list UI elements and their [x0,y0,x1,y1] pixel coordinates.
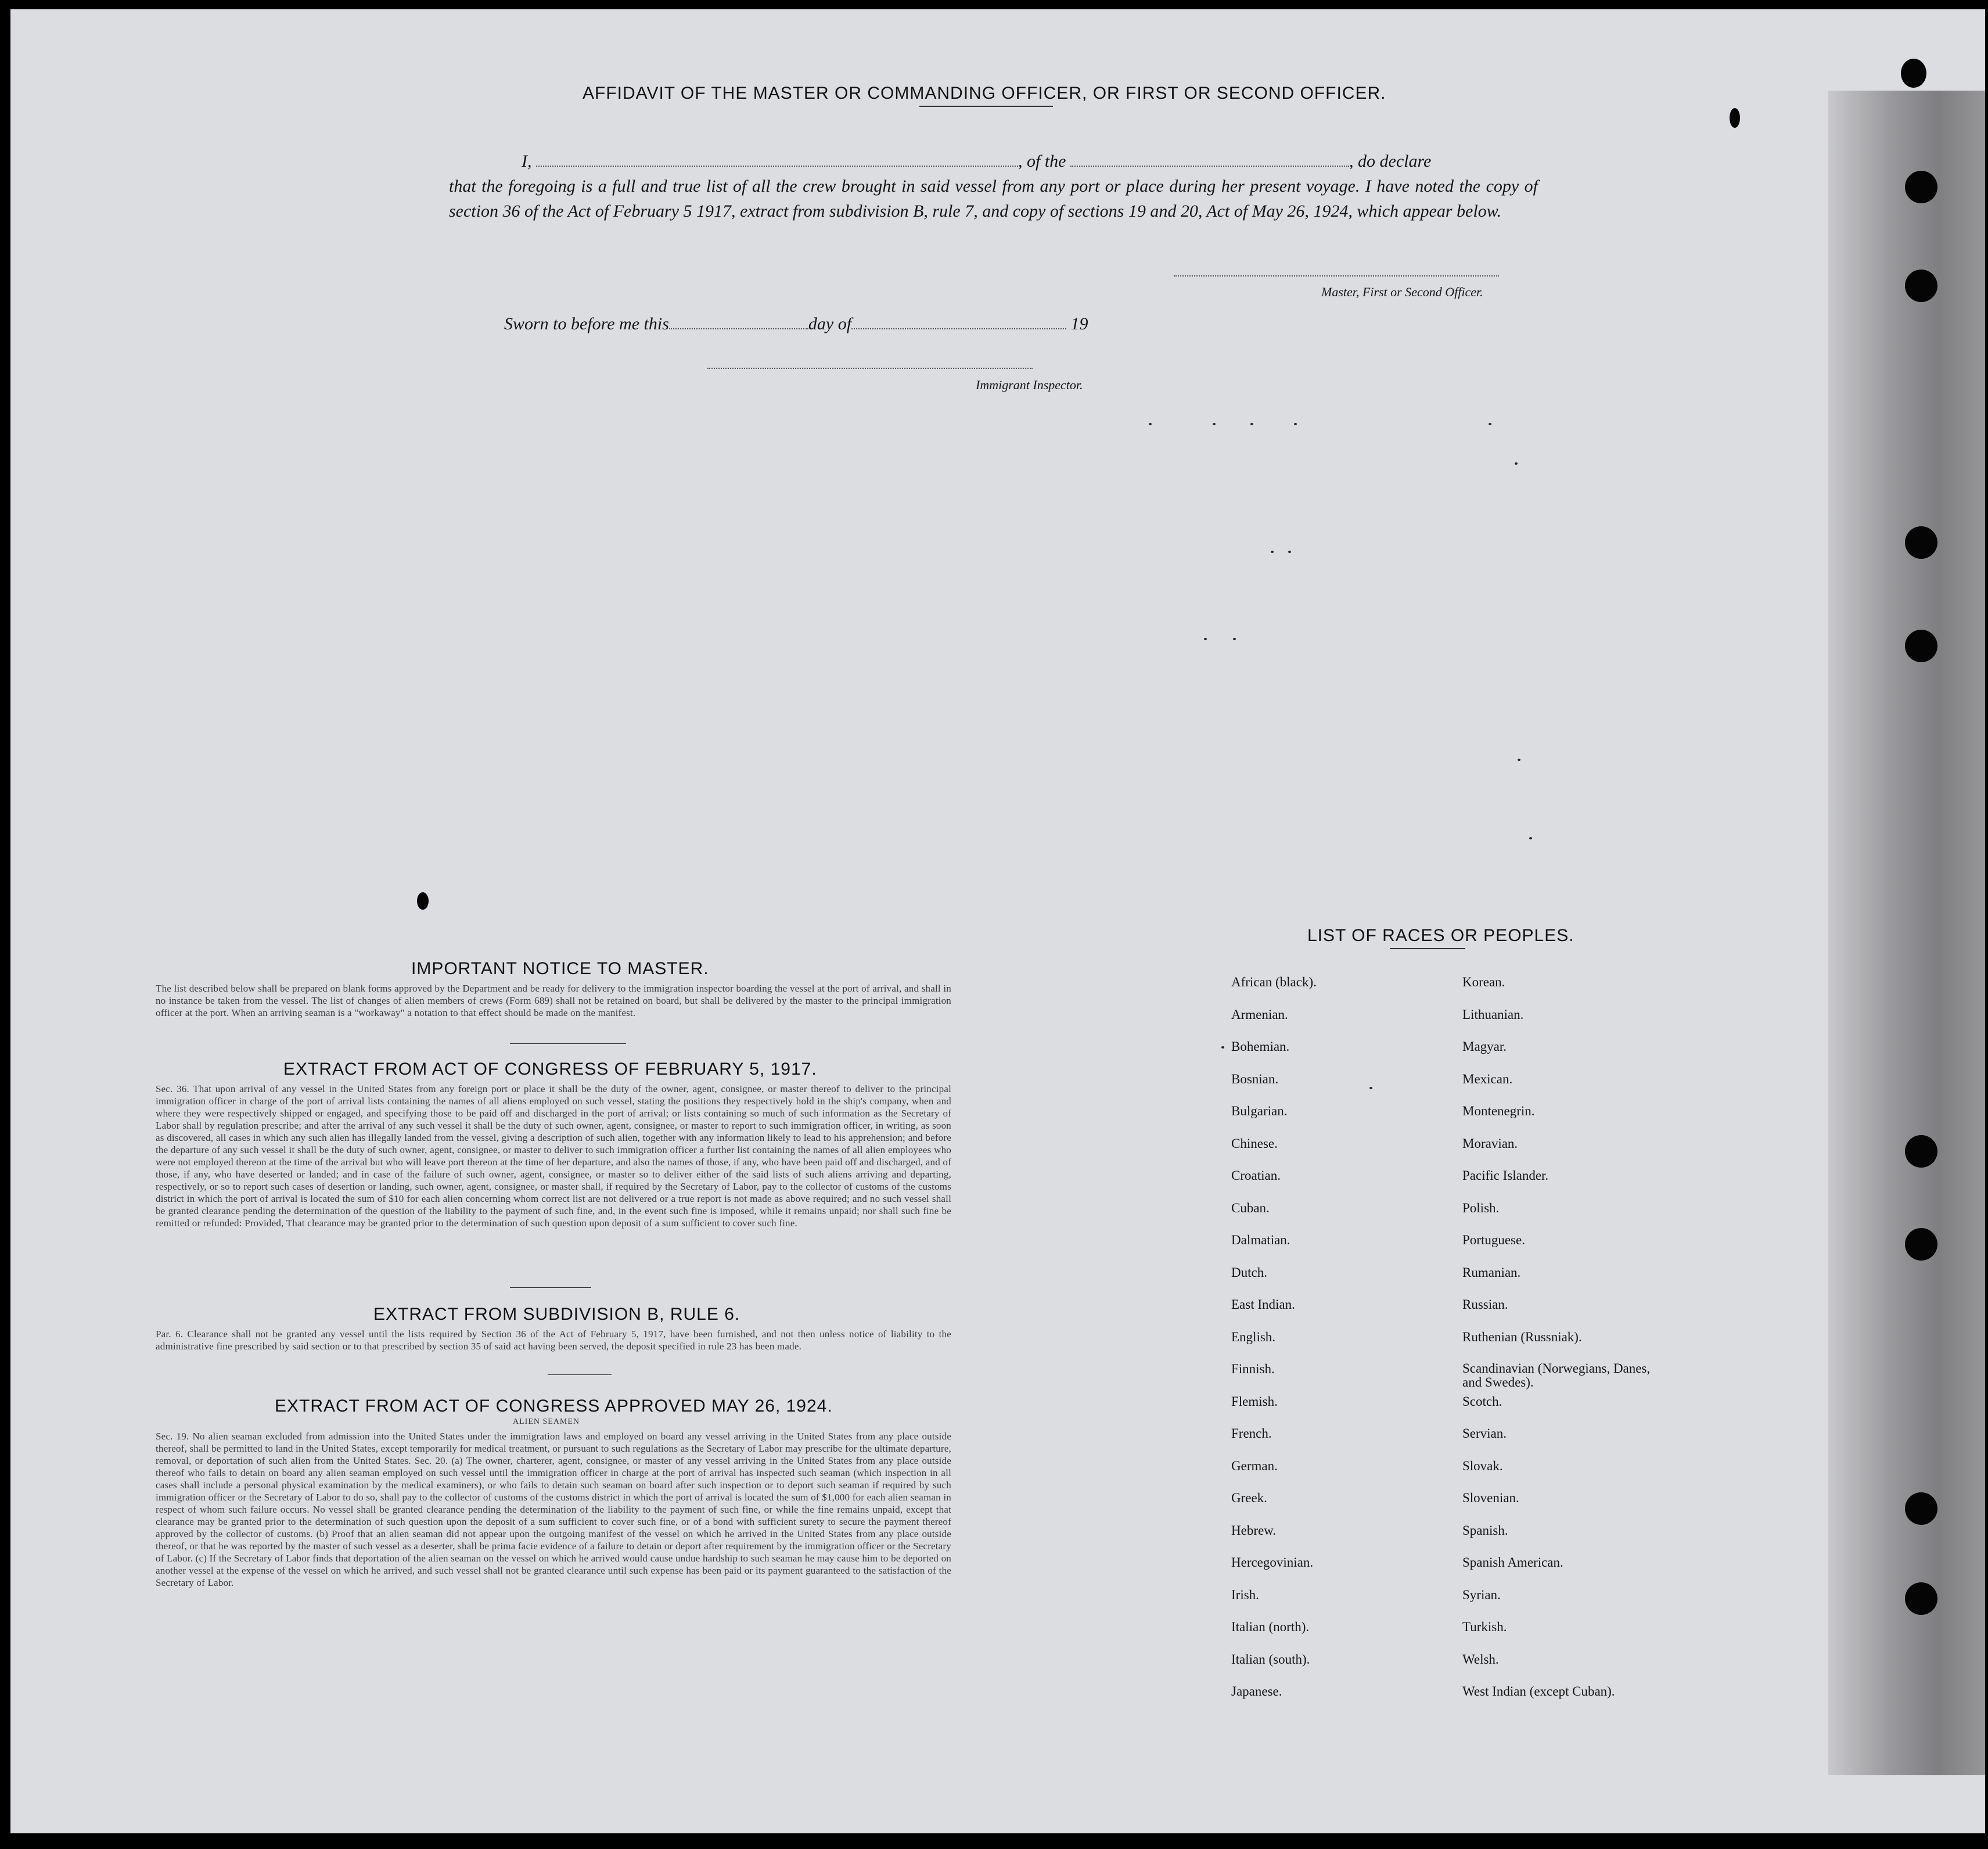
race-item: Croatian. [1231,1168,1281,1183]
section-rule [510,1287,591,1288]
binding-hole [1905,171,1937,203]
race-item: Lithuanian. [1462,1007,1524,1022]
affidavit-body [449,149,1538,224]
race-item: West Indian (except Cuban). [1462,1684,1615,1699]
races-heading-rule [1390,948,1465,949]
race-item: Montenegrin. [1462,1104,1535,1118]
race-item: Chinese. [1231,1136,1278,1151]
race-item: Bohemian. [1231,1039,1290,1054]
affidavit-heading: AFFIDAVIT OF THE MASTER OR COMMANDING OFFICER, OR FIRST OR SECOND OFFICER. [583,84,1386,103]
race-item: Japanese. [1231,1684,1282,1699]
race-item: Ruthenian (Russniak). [1462,1329,1582,1344]
race-item: Armenian. [1231,1007,1288,1022]
heading-rule [919,106,1053,107]
race-item: Pacific Islander. [1462,1168,1549,1183]
declaration-text: that the foregoing is a full and true list of all the crew brought in said vessel from any port or place during her present voyage. I have noted the copy of section 36 of the Act of February 5 1917, extract from subdivision B, rule 7, and copy of sections 19 and 20, Act of May 26, 1924, which appear below. [449,177,1538,221]
race-item: Bulgarian. [1231,1104,1288,1118]
race-item: Irish. [1231,1587,1259,1602]
speck [1204,638,1207,640]
race-item: Spanish American. [1462,1555,1563,1570]
race-item: Scandinavian (Norwegians, Danes, and Swedes). [1462,1361,1651,1390]
race-item: French. [1231,1426,1272,1441]
race-item: Hebrew. [1231,1523,1277,1538]
race-item: African (black). [1231,975,1317,989]
month-blank[interactable] [851,328,1066,329]
binding-hole [1905,1228,1937,1261]
binding-hole [1905,270,1937,302]
vessel-blank [1070,155,1349,167]
race-item: Flemish. [1231,1394,1278,1409]
race-item: Magyar. [1462,1039,1507,1054]
race-item: Scotch. [1462,1394,1502,1409]
race-item: Slovenian. [1462,1491,1519,1505]
ink-blot [1730,108,1740,128]
race-item: Syrian. [1462,1587,1501,1602]
rule-6-heading: EXTRACT FROM SUBDIVISION B, RULE 6. [373,1305,740,1324]
race-item: Russian. [1462,1297,1508,1312]
race-item: Turkish. [1462,1620,1507,1634]
section-rule [510,1043,626,1044]
document-page [10,9,1985,1833]
binding-hole [1905,630,1937,662]
speck [1271,551,1274,553]
binding-hole [1905,526,1937,559]
race-item: Servian. [1462,1426,1507,1441]
speck [1233,638,1236,640]
races-column-left [1231,975,1317,1717]
race-item: Rumanian. [1462,1265,1521,1280]
extract-1924-heading: EXTRACT FROM ACT OF CONGRESS APPROVED MAY 26, 1924. [275,1396,833,1416]
speck [1518,759,1520,761]
binding-hole [1905,1492,1937,1525]
declaration-line: I, , of the , do declare [522,152,1432,171]
race-item: Spanish. [1462,1523,1508,1538]
speck [1294,423,1297,425]
rule-6-text: Par. 6. Clearance shall not be granted any vessel until the lists required by Section 36 of the Act of February 5, 1917, have been furnished, and not then unless notice of liability to the administrative fine prescribed by said section or to that prescribed by section 35 of said act having been served, the deposit specified in rule 23 has been made. [156,1329,951,1352]
speck [1515,462,1518,465]
binding-hole [1905,1582,1937,1615]
race-item: Cuban. [1231,1200,1270,1215]
speck [1221,1046,1224,1049]
speck [1529,837,1532,839]
race-item: Polish. [1462,1200,1500,1215]
race-item: Dalmatian. [1231,1233,1290,1247]
races-column-right [1462,975,1654,1717]
notice-heading: IMPORTANT NOTICE TO MASTER. [411,959,709,978]
torn-edge-strip [1828,91,1985,1775]
races-heading: LIST OF RACES OR PEOPLES. [1307,926,1574,945]
race-item: Dutch. [1231,1265,1267,1280]
race-item: Greek. [1231,1491,1267,1505]
race-item: Italian (north). [1231,1620,1310,1634]
race-item: Hercegovinian. [1231,1555,1314,1570]
race-item: Portuguese. [1462,1233,1525,1247]
race-item: Welsh. [1462,1651,1499,1667]
race-item: Bosnian. [1231,1071,1279,1086]
sworn-line: Sworn to before me this day of 19 [504,314,1088,333]
day-blank[interactable] [669,328,808,329]
binding-hole [1905,1135,1937,1168]
race-item: Korean. [1462,975,1505,989]
speck [1369,1087,1372,1089]
speck [1288,551,1291,553]
inspector-signature-caption: Immigrant Inspector. [976,378,1083,392]
speck [1489,423,1491,425]
alien-seamen-label: ALIEN SEAMEN [513,1417,580,1426]
officer-signature-caption: Master, First or Second Officer. [1321,285,1483,299]
race-item: East Indian. [1231,1297,1295,1312]
race-item: Italian (south). [1231,1651,1310,1667]
name-blank [536,155,1018,167]
ink-blot [417,892,429,910]
race-item: Moravian. [1462,1136,1518,1151]
speck [1149,423,1152,425]
officer-signature-line[interactable] [1174,275,1499,277]
speck [1213,423,1216,425]
section-rule [548,1374,612,1375]
race-item: Finnish. [1231,1362,1275,1376]
extract-1924-text: Sec. 19. No alien seaman excluded from admission into the United States under the immigration laws and employed on board any vessel arriving in the United States from any place outside thereof, shall be permitted to land in the United States, except temporarily for medical treatment, or pursuant to such regulations as the Secretary of Labor may prescribe for the ultimate departure, removal, or deportation of such alien from the United States. Sec. 20. (a) The owner, charterer, agent, consignee, or master of any vessel arriving in the United States from any place outside thereof who fails to detain on board any alien seaman employed on such vessel until the immigration officer in charge at the port of arrival has inspected such seaman (which inspection in all cases shall include a personal physical examination by the medical examiners), or who fails to detain such seaman on board after such inspection or to deport such seaman if required by such immigration officer or the Secretary of Labor to do so, shall pay to the collector of customs of the customs district in which the port of arrival is located the sum of $1,000 for each alien seaman in respect of whom such failure occurs. No vessel shall be granted clearance pending the determination of the liability to the payment of such fine, or while the fine remains unpaid, except that clearance may be granted prior to the determination of such question upon the deposit of a sum sufficient to cover such fine, or of a bond with sufficient surety to secure the payment thereof approved by the collector of customs. (b) Proof that an alien seaman did not appear upon the outgoing manifest of the vessel on which he arrived in the United States from any place outside thereof, or that he was reported by the master of such vessel as a deserter, shall be prima facie evidence of a failure to detain or deport after requirement by the immigration officer or the Secretary of Labor. (c) If the Secretary of Labor finds that deportation of the alien seaman on the vessel on which he arrived would cause undue hardship to such seaman he may cause him to be deported on another vessel at the expense of the vessel on which he arrived, and such vessel shall not be granted clearance until such expense has been paid or its payment guaranteed to the satisfaction of the Secretary of Labor. [156,1431,951,1588]
race-item: German. [1231,1458,1278,1473]
race-item: Mexican. [1462,1071,1513,1086]
extract-1917-text: Sec. 36. That upon arrival of any vessel in the United States from any foreign port or place it shall be the duty of the owner, agent, consignee, or master thereof to deliver to the principal immigration officer in charge of the port of arrival lists containing the names of all aliens employed on such vessel, stating the positions they respectively hold in the ship's company, when and where they were respectively shipped or engaged, and specifying those to be paid off and discharged in the port of arrival; or lists containing so much of such information as the Secretary of Labor shall by regulation prescribe; and after the arrival of any such vessel it shall be the duty of such owner, agent, consignee, or master to report to such immigration officer, in writing, as soon as discovered, all cases in which any such alien has illegally landed from the vessel, giving a description of such alien, together with any information likely to lead to his apprehension; and before the departure of any such vessel it shall be the duty of such owner, agent, consignee, or master to deliver to such immigration officer a further list containing the names of all alien employees who were not employed thereon at the time of the arrival but who will leave port thereon at the time of her departure, and also the names of those, if any, who have been paid off and discharged, and of those, if any, who have deserted or landed; and in case of the failure of such owner, agent, consignee, or master so to deliver either of the said lists of such aliens arriving and departing, respectively, or so to report such cases of desertion or landing, such owner, agent, consignee, or master shall, if required by the Secretary of Labor, pay to the collector of customs of the customs district in which the port of arrival is located the sum of $10 for each alien concerning whom correct list are not delivered or a true report is not made as above required; and no such vessel shall be granted clearance pending the determination of the question of the liability to the payment of such fine, and, in the event such fine is imposed, while it remains unpaid; nor shall such fine be remitted or refunded: Provided, That clearance may be granted prior to the determination of such question upon deposit of a sum sufficient to cover such fine. [156,1083,951,1229]
notice-text: The list described below shall be prepared on blank forms approved by the Department and be ready for delivery to the immigration inspector boarding the vessel at the port of arrival, and shall in no instance be taken from the vessel. The list of changes of alien members of crews (Form 689) shall not be retained on board, but shall be delivered by the master to the principal immigration officer at the port. When an arriving seaman is a "workaway" a notation to that effect should be made on the manifest. [156,983,951,1018]
speck [1250,423,1253,425]
binding-hole [1901,59,1926,88]
race-item: English. [1231,1329,1276,1344]
inspector-signature-line[interactable] [707,368,1033,369]
race-item: Slovak. [1462,1458,1503,1473]
extract-1917-heading: EXTRACT FROM ACT OF CONGRESS OF FEBRUARY 5, 1917. [283,1060,817,1079]
